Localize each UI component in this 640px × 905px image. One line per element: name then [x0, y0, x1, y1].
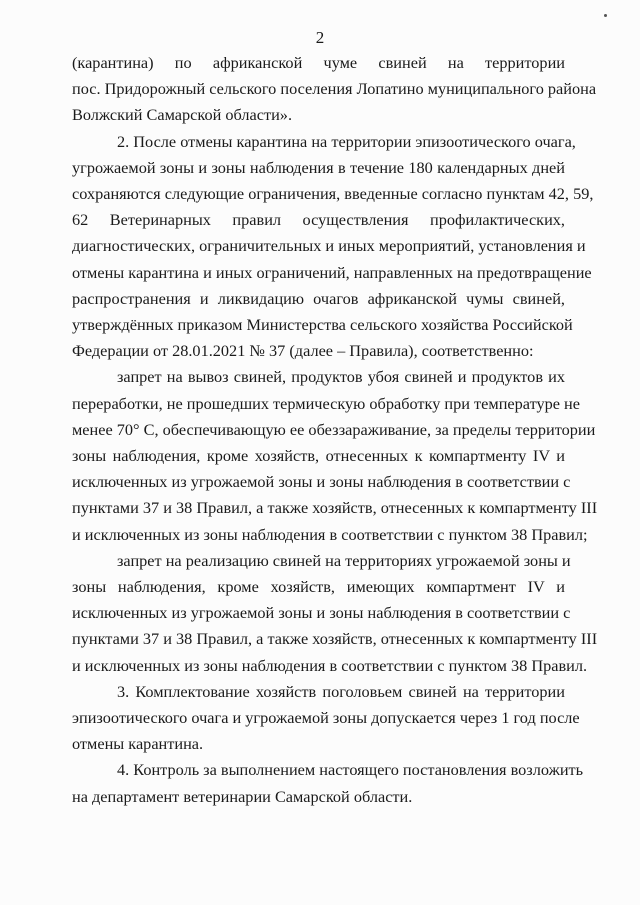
text-line: распространения и ликвидацию очагов африканской чумы свиней,	[72, 288, 565, 308]
text-line: исключенных из угрожаемой зоны и зоны наблюдения в соответствии с	[72, 472, 571, 492]
paragraph-item-3	[72, 679, 580, 758]
text-line: и исключенных из зоны наблюдения в соответствии с пунктом 38 Правил;	[72, 524, 588, 544]
text-line: угрожаемой зоны и зоны наблюдения в течение 180 календарных дней	[72, 157, 565, 177]
text-line: отмены карантина.	[72, 734, 204, 754]
paragraph-item-4	[72, 757, 584, 809]
text-line: отмены карантина и иных ограничений, направленных на предотвращение	[72, 262, 592, 282]
text-line: зоны наблюдения, кроме хозяйств, отнесенных к компартменту IV и	[72, 446, 565, 466]
text-line: (карантина) по африканской чуме свиней на территории	[72, 53, 565, 72]
paragraph-item-2-ban-sale	[72, 548, 598, 679]
text-line: менее 70° С, обеспечивающую ее обеззараживание, за пределы территории	[72, 419, 596, 439]
text-line: пунктами 37 и 38 Правил, а также хозяйств, отнесенных к компартменту III	[72, 498, 598, 518]
page-number: 2	[315, 28, 325, 47]
scan-speck	[604, 14, 607, 17]
document-body	[72, 50, 598, 810]
text-line: 2. После отмены карантина на территории эпизоотического очага,	[117, 131, 576, 151]
text-line: эпизоотического очага и угрожаемой зоны допускается через 1 год после	[72, 708, 580, 728]
text-line: Федерации от 28.01.2021 № 37 (далее – Правила), соответственно:	[72, 341, 534, 361]
text-line: исключенных из угрожаемой зоны и зоны наблюдения в соответствии с	[72, 603, 571, 623]
paragraph-intro-tail	[72, 50, 597, 129]
paragraph-item-2-ban-export	[72, 364, 598, 547]
text-line: пунктами 37 и 38 Правил, а также хозяйств, отнесенных к компартменту III	[72, 629, 598, 649]
text-line: на департамент ветеринарии Самарской области.	[72, 786, 413, 806]
text-line: сохраняются следующие ограничения, введенные согласно пунктам 42, 59,	[72, 184, 594, 204]
text-line: переработки, не прошедших термическую обработку при температуре не	[72, 393, 581, 413]
text-line: диагностических, ограничительных и иных мероприятий, установления и	[72, 236, 586, 256]
text-line: 4. Контроль за выполнением настоящего постановления возложить	[117, 760, 584, 780]
paragraph-item-2	[72, 129, 594, 365]
text-line: Волжский Самарской области».	[72, 105, 293, 125]
text-line: пос. Придорожный сельского поселения Лопатино муниципального района	[72, 79, 597, 99]
text-line: 3. Комплектование хозяйств поголовьем свиней на территории	[117, 681, 565, 701]
text-line: и исключенных из зоны наблюдения в соответствии с пунктом 38 Правил.	[72, 655, 588, 675]
text-line: утверждённых приказом Министерства сельского хозяйства Российской	[72, 315, 573, 335]
text-line: запрет на вывоз свиней, продуктов убоя свиней и продуктов их	[117, 367, 565, 387]
text-line: 62 Ветеринарных правил осуществления профилактических,	[72, 210, 565, 230]
text-line: зоны наблюдения, кроме хозяйств, имеющих компартмент IV и	[72, 577, 565, 597]
text-line: запрет на реализацию свиней на территориях угрожаемой зоны и	[117, 550, 571, 570]
